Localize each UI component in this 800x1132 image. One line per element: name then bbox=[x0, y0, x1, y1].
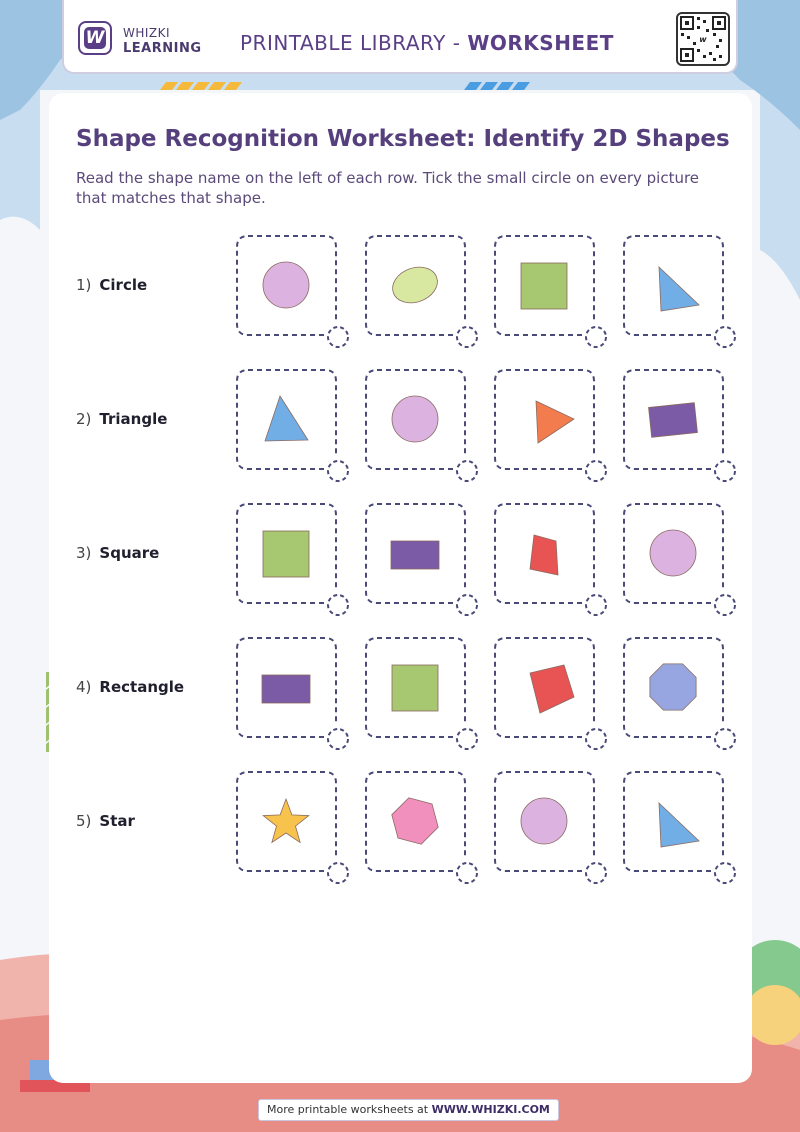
tick-circle[interactable] bbox=[328, 327, 348, 347]
whizki-logo bbox=[78, 21, 112, 55]
tick-circle[interactable] bbox=[328, 595, 348, 615]
tick-circle[interactable] bbox=[328, 729, 348, 749]
shape-card-rectangle[interactable] bbox=[365, 503, 466, 604]
worksheet-title: Shape Recognition Worksheet: Identify 2D Shapes bbox=[76, 126, 730, 152]
tick-circle[interactable] bbox=[457, 729, 477, 749]
worksheet-instructions: Read the shape name on the left of each row. Tick the small circle on every picture that matches that shape. bbox=[76, 169, 700, 207]
row-number: 3) bbox=[76, 544, 92, 562]
rectangle-shape bbox=[391, 541, 439, 569]
square-shape bbox=[392, 665, 438, 711]
shape-card-triangle[interactable] bbox=[494, 369, 595, 470]
tick-circle[interactable] bbox=[715, 729, 735, 749]
shape-card-circle[interactable] bbox=[623, 503, 724, 604]
circle-shape bbox=[392, 396, 438, 442]
quadrilateral-shape bbox=[530, 535, 558, 575]
shape-card-ellipse[interactable] bbox=[365, 235, 466, 336]
shape-card-triangle[interactable] bbox=[623, 771, 724, 872]
row-shape-name: Circle bbox=[99, 276, 148, 294]
shape-card-circle[interactable] bbox=[236, 235, 337, 336]
footer-note bbox=[258, 1099, 559, 1121]
row-shape-name: Rectangle bbox=[99, 678, 185, 696]
shape-card-rectangle[interactable] bbox=[236, 637, 337, 738]
circle-shape bbox=[650, 530, 696, 576]
tick-circle[interactable] bbox=[457, 327, 477, 347]
tick-circle[interactable] bbox=[715, 461, 735, 481]
shape-card-triangle[interactable] bbox=[623, 235, 724, 336]
tick-circle[interactable] bbox=[328, 461, 348, 481]
tick-circle[interactable] bbox=[715, 863, 735, 883]
row-label-3 bbox=[76, 544, 159, 562]
shape-card-star[interactable] bbox=[236, 771, 337, 872]
square-shape bbox=[263, 531, 309, 577]
rectangle-shape bbox=[649, 403, 698, 438]
logo-w-icon: W bbox=[85, 28, 105, 48]
library-prefix: PRINTABLE LIBRARY - bbox=[240, 31, 468, 55]
tick-circle[interactable] bbox=[586, 461, 606, 481]
row-number: 5) bbox=[76, 812, 92, 830]
shape-card-square[interactable] bbox=[236, 503, 337, 604]
circle-shape bbox=[263, 262, 309, 308]
tick-circle[interactable] bbox=[328, 863, 348, 883]
brand-name-line2: LEARNING bbox=[123, 41, 202, 56]
library-suffix: WORKSHEET bbox=[467, 31, 614, 55]
tick-circle[interactable] bbox=[457, 863, 477, 883]
row-shape-name: Star bbox=[99, 812, 135, 830]
row-number: 2) bbox=[76, 410, 92, 428]
circle-shape bbox=[521, 798, 567, 844]
tick-circle[interactable] bbox=[586, 327, 606, 347]
shape-card-circle[interactable] bbox=[494, 771, 595, 872]
row-label-4 bbox=[76, 678, 184, 696]
tick-circle[interactable] bbox=[586, 729, 606, 749]
shape-card-rectangle[interactable] bbox=[623, 369, 724, 470]
row-shape-name: Triangle bbox=[99, 410, 168, 428]
shape-card-quadrilateral[interactable] bbox=[494, 503, 595, 604]
page-header bbox=[62, 0, 738, 74]
row-label-5 bbox=[76, 812, 135, 830]
footer-url[interactable]: WWW.WHIZKI.COM bbox=[431, 1103, 550, 1116]
footer-prefix: More printable worksheets at bbox=[267, 1103, 432, 1116]
row-label-1 bbox=[76, 276, 147, 294]
shape-card-square[interactable] bbox=[494, 235, 595, 336]
tick-circle[interactable] bbox=[715, 327, 735, 347]
tick-circle[interactable] bbox=[586, 863, 606, 883]
shape-card-square[interactable] bbox=[365, 637, 466, 738]
shape-card-hexagon[interactable] bbox=[365, 771, 466, 872]
tick-circle[interactable] bbox=[586, 595, 606, 615]
rectangle-shape bbox=[262, 675, 310, 703]
row-shape-name: Square bbox=[99, 544, 160, 562]
octagon-shape bbox=[650, 664, 696, 710]
shape-card-triangle[interactable] bbox=[236, 369, 337, 470]
library-heading bbox=[240, 31, 614, 55]
shape-card-octagon[interactable] bbox=[623, 637, 724, 738]
tick-circle[interactable] bbox=[457, 461, 477, 481]
shape-card-quadrilateral[interactable] bbox=[494, 637, 595, 738]
brand-name-line1: WHIZKI bbox=[123, 26, 171, 40]
tick-circle[interactable] bbox=[715, 595, 735, 615]
row-number: 1) bbox=[76, 276, 92, 294]
square-shape bbox=[521, 263, 567, 309]
row-label-2 bbox=[76, 410, 167, 428]
shape-card-circle[interactable] bbox=[365, 369, 466, 470]
row-number: 4) bbox=[76, 678, 92, 696]
tick-circle[interactable] bbox=[457, 595, 477, 615]
qr-code-icon bbox=[676, 12, 730, 66]
svg-text:w: w bbox=[699, 35, 707, 44]
